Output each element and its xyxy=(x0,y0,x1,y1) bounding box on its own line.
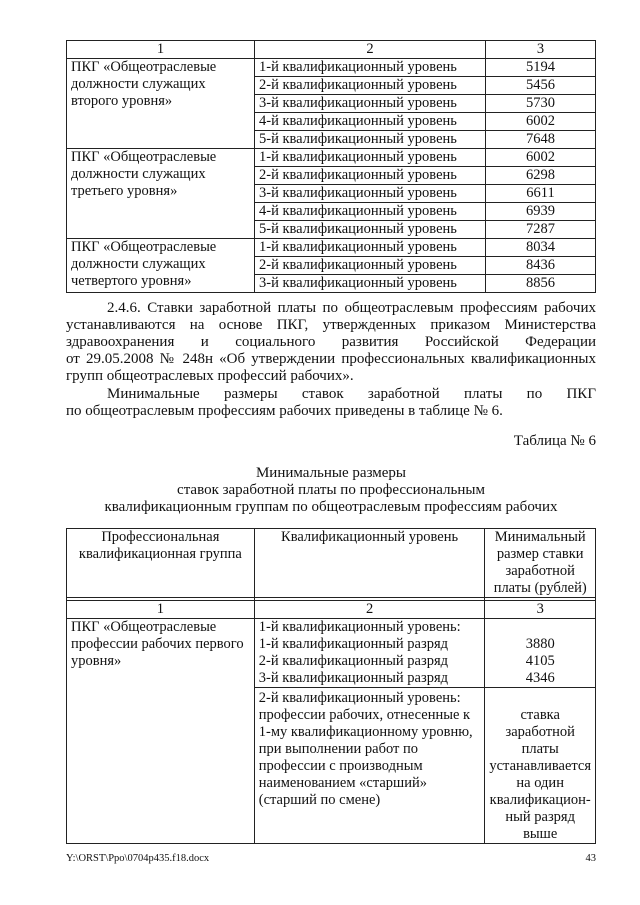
title-line: квалификационным группам по общеотраслевым профессиям рабочих xyxy=(104,499,558,515)
grade-value: 3880 xyxy=(525,636,555,652)
salary-table-employees xyxy=(66,40,596,293)
level2-value: ставка заработной платы устанавливается на один квалификацион-ный разряд выше xyxy=(489,707,592,842)
value-cell: 5730 xyxy=(486,95,596,113)
level-cell: 1-й квалификационный уровень xyxy=(255,59,486,77)
grade-value: 4346 xyxy=(525,670,555,686)
value-cell: 6002 xyxy=(486,113,596,131)
table-row xyxy=(67,239,596,257)
value-cell: 6298 xyxy=(486,167,596,185)
paragraph-line: 2.4.6. Ставки заработной платы по общеотраслевым профессиям рабочих xyxy=(107,300,596,316)
table-row xyxy=(67,149,596,167)
level-cell: 5-й квалификационный уровень xyxy=(255,221,486,239)
table-row xyxy=(67,59,596,77)
group-name-cell: ПКГ «Общеотраслевые должности служащих второго уровня» xyxy=(67,59,255,149)
col-number-1: 1 xyxy=(67,601,255,619)
level-cell: 4-й квалификационный уровень xyxy=(255,203,486,221)
grade-label: 1-й квалификационный разряд xyxy=(258,636,449,652)
col-header-2: 2 xyxy=(255,41,486,59)
col-header-3: 3 xyxy=(486,41,596,59)
col-header-group: Профессиональная квалификационная группа xyxy=(67,529,255,598)
level-cell: 4-й квалификационный уровень xyxy=(255,113,486,131)
value-cell: 5194 xyxy=(486,59,596,77)
level-cell: 2-й квалификационный уровень: профессии рабочих, отнесенные к 1-му квалификационному уровню, при выполнении работ по профессии с производным наименованием «старший» (старший по смене) xyxy=(254,688,485,844)
level-cell: 2-й квалификационный уровень xyxy=(255,257,486,275)
table-header-row xyxy=(67,529,596,598)
group-name-cell: ПКГ «Общеотраслевые должности служащих третьего уровня» xyxy=(67,149,255,239)
value-cell: 6939 xyxy=(486,203,596,221)
title-line: ставок заработной платы по профессиональным xyxy=(177,482,485,498)
table-title xyxy=(66,465,596,516)
paragraph-line: Минимальные размеры ставок заработной платы по ПКГ xyxy=(107,386,596,402)
value-cell: 6002 xyxy=(486,149,596,167)
table-row xyxy=(67,619,596,688)
paragraph-2-4-6 xyxy=(66,300,596,385)
group-name-cell: ПКГ «Общеотраслевые должности служащих четвертого уровня» xyxy=(67,239,255,293)
level-cell: 3-й квалификационный уровень xyxy=(255,185,486,203)
col-header-rate: Минимальный размер ставки заработной платы (рублей) xyxy=(485,529,596,598)
table-header-row xyxy=(67,41,596,59)
col-number-3: 3 xyxy=(485,601,596,619)
level-cell: 1-й квалификационный уровень xyxy=(255,149,486,167)
col-header-level: Квалификационный уровень xyxy=(254,529,485,598)
paragraph-line: по общеотраслевым профессиям рабочих приведены в таблице № 6. xyxy=(66,403,503,419)
value-cell: 8856 xyxy=(486,275,596,293)
value-cell xyxy=(485,688,596,844)
value-cell: 8436 xyxy=(486,257,596,275)
paragraph-table-reference xyxy=(66,386,596,420)
value-cell: 8034 xyxy=(486,239,596,257)
grade-label: 3-й квалификационный разряд xyxy=(258,670,449,686)
value-cell: 7287 xyxy=(486,221,596,239)
table-number-row xyxy=(67,601,596,619)
paragraph-line: групп общеотраслевых профессий рабочих». xyxy=(66,368,354,384)
value-cell: 5456 xyxy=(486,77,596,95)
value-cell: 6611 xyxy=(486,185,596,203)
salary-table-workers xyxy=(66,528,596,844)
page-number: 43 xyxy=(585,853,596,864)
level-cell: 3-й квалификационный уровень xyxy=(255,275,486,293)
level-cell: 2-й квалификационный уровень xyxy=(255,77,486,95)
col-number-2: 2 xyxy=(254,601,485,619)
value-cell: 7648 xyxy=(486,131,596,149)
paragraph-line: устанавливаются на основе ПКГ, утвержденных приказом Министерства xyxy=(66,317,596,333)
paragraph-line: от 29.05.2008 № 248н «Об утверждении профессиональных квалификационных xyxy=(66,351,596,367)
group-name-cell: ПКГ «Общеотраслевые профессии рабочих первого уровня» xyxy=(67,619,255,844)
document-path: Y:\ORST\Ppo\0704p435.f18.docx xyxy=(66,853,210,864)
title-line: Минимальные размеры xyxy=(255,465,407,481)
level-cell: 2-й квалификационный уровень xyxy=(255,167,486,185)
level-cell: 5-й квалификационный уровень xyxy=(255,131,486,149)
value-cell xyxy=(485,619,596,688)
grade-label: 2-й квалификационный разряд xyxy=(258,653,449,669)
col-header-1: 1 xyxy=(67,41,255,59)
paragraph-line: здравоохранения и социального развития Российской Федерации xyxy=(66,334,596,350)
level-cell: 1-й квалификационный уровень xyxy=(255,239,486,257)
level-cell xyxy=(254,619,485,688)
grade-value: 4105 xyxy=(525,653,555,669)
level-cell: 3-й квалификационный уровень xyxy=(255,95,486,113)
level-heading: 1-й квалификационный уровень: xyxy=(258,619,461,635)
table-caption: Таблица № 6 xyxy=(513,433,596,449)
